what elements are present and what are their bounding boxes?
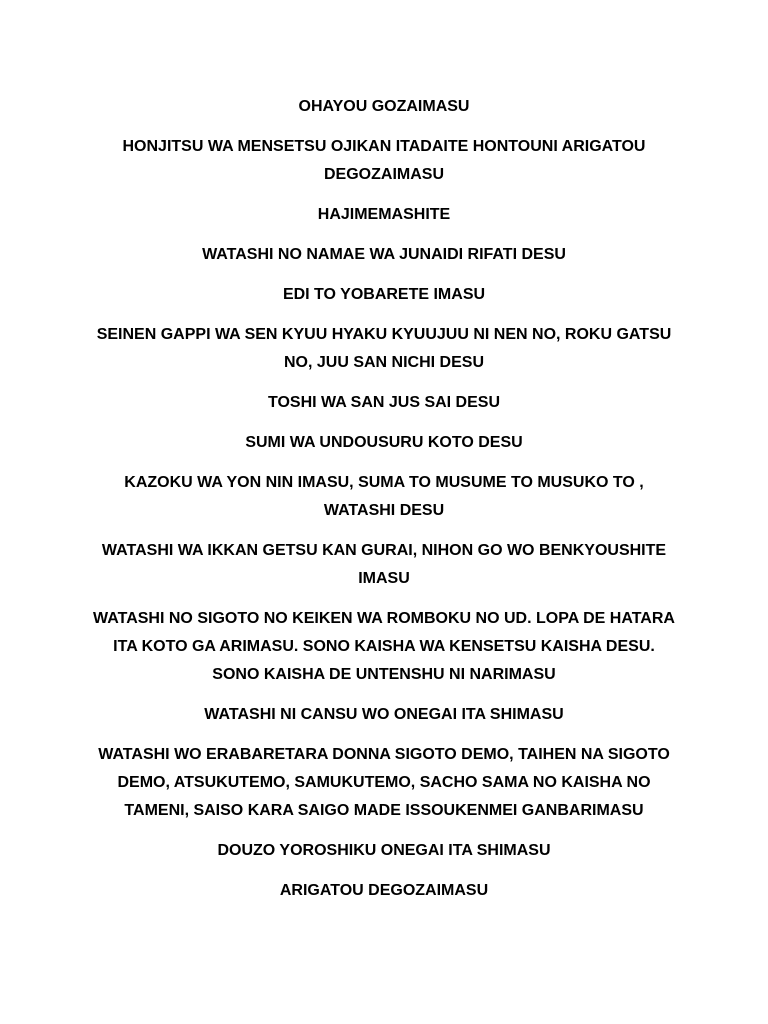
paragraph-introduction: HAJIMEMASHITE	[317, 206, 451, 223]
paragraph-birth-date: SEINEN GAPPI WA SEN KYUU HYAKU KYUUJUU NI NEN NO, ROKU GATSU NO, JUU SAN NICHI DESU	[96, 326, 672, 371]
paragraph-closing-request: DOUZO YOROSHIKU ONEGAI ITA SHIMASU	[217, 842, 551, 859]
paragraph-thanks-for-interview: HONJITSU WA MENSETSU OJIKAN ITADAITE HONTOUNI ARIGATOU DEGOZAIMASU	[122, 138, 646, 183]
paragraph-commitment: WATASHI WO ERABARETARA DONNA SIGOTO DEMO, TAIHEN NA SIGOTO DEMO, ATSUKUTEMO, SAMUKUTEMO, SACHO SAMA NO KAISHA NO TAMENI, SAISO KARA SAIGO MADE ISSOUKENMEI GANBARIMASU	[98, 746, 670, 819]
paragraph-greeting: OHAYOU GOZAIMASU	[298, 98, 470, 115]
document-body	[88, 93, 680, 917]
paragraph-hobby: SUMI WA UNDOUSURU KOTO DESU	[245, 434, 523, 451]
paragraph-study: WATASHI WA IKKAN GETSU KAN GURAI, NIHON GO WO BENKYOUSHITE IMASU	[101, 542, 667, 587]
paragraph-request-chance: WATASHI NI CANSU WO ONEGAI ITA SHIMASU	[204, 706, 564, 723]
paragraph-age: TOSHI WA SAN JUS SAI DESU	[267, 394, 501, 411]
paragraph-work-experience: WATASHI NO SIGOTO NO KEIKEN WA ROMBOKU NO UD. LOPA DE HATARA ITA KOTO GA ARIMASU. SONO KAISHA WA KENSETSU KAISHA DESU. SONO KAISHA DE UNTENSHU NI NARIMASU	[93, 610, 675, 683]
paragraph-family: KAZOKU WA YON NIN IMASU, SUMA TO MUSUME TO MUSUKO TO , WATASHI DESU	[124, 474, 644, 519]
paragraph-name: WATASHI NO NAMAE WA JUNAIDI RIFATI DESU	[202, 246, 566, 263]
paragraph-closing-thanks: ARIGATOU DEGOZAIMASU	[279, 882, 489, 899]
paragraph-nickname: EDI TO YOBARETE IMASU	[282, 286, 486, 303]
